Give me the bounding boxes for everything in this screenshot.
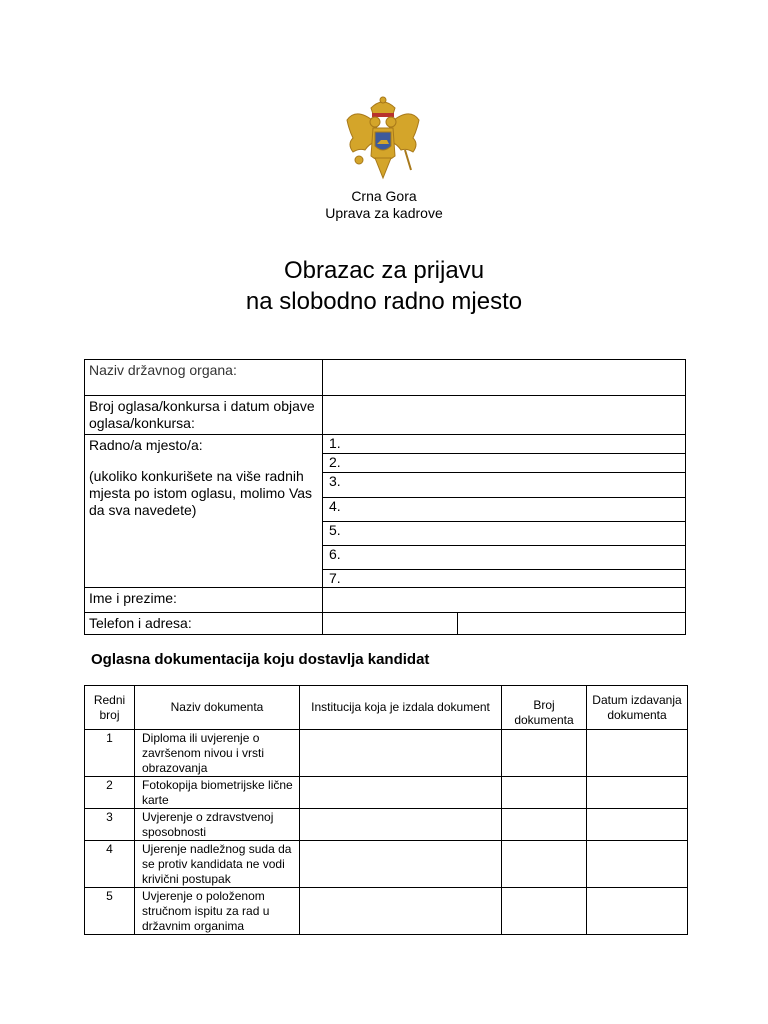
page-title [0,255,768,317]
institucija-field[interactable] [300,809,502,841]
coat-of-arms-icon [343,94,423,186]
position-field-3[interactable]: 3. [323,473,686,498]
broj-field[interactable] [502,809,587,841]
broj-field[interactable] [502,730,587,777]
position-field-5[interactable]: 5. [323,522,686,546]
row-number: 3 [85,809,135,841]
table-row [85,777,688,809]
header-institucija: Institucija koja je izdala dokument [300,686,502,730]
position-field-1[interactable]: 1. [323,435,686,454]
header-redni-broj: Redni broj [85,686,135,730]
agency-name: Uprava za kadrove [325,205,443,221]
broj-field[interactable] [502,888,587,935]
position-field-6[interactable]: 6. [323,546,686,570]
document-name: Uvjerenje o položenom stručnom ispitu za rad u državnim organima [135,888,300,935]
header-datum: Datum izdavanja dokumenta [587,686,688,730]
position-field-2[interactable]: 2. [323,454,686,473]
table-row [85,730,688,777]
table-row [85,888,688,935]
application-form-table [84,359,686,635]
organ-field[interactable] [323,360,686,396]
datum-field[interactable] [587,730,688,777]
document-name: Diploma ili uvjerenje o završenom nivou i vrsti obrazovanja [135,730,300,777]
position-field-7[interactable]: 7. [323,570,686,588]
table-row [85,809,688,841]
row-number: 5 [85,888,135,935]
institucija-field[interactable] [300,777,502,809]
documents-table [84,685,688,935]
telefon-field[interactable] [323,613,458,635]
institucija-field[interactable] [300,841,502,888]
header-broj: Broj dokumenta [502,686,587,730]
organ-label: Naziv državnog organa: [85,360,323,396]
datum-field[interactable] [587,841,688,888]
docs-section-heading: Oglasna dokumentacija koju dostavlja kandidat [91,651,430,668]
ime-label: Ime i prezime: [85,588,323,613]
document-name: Ujerenje nadležnog suda da se protiv kandidata ne vodi krivični postupak [135,841,300,888]
radno-mjesto-cell [85,435,323,588]
datum-field[interactable] [587,809,688,841]
row-number: 1 [85,730,135,777]
document-name: Fotokopija biometrijske lične karte [135,777,300,809]
header-naziv: Naziv dokumenta [135,686,300,730]
title-line-2: na slobodno radno mjesto [245,288,523,315]
telefon-label: Telefon i adresa: [85,613,323,635]
institucija-field[interactable] [300,730,502,777]
ime-field[interactable] [323,588,686,613]
country-name: Crna Gora [351,188,417,204]
broj-field[interactable] [502,777,587,809]
row-number: 2 [85,777,135,809]
document-name: Uvjerenje o zdravstvenoj sposobnosti [135,809,300,841]
table-row [85,841,688,888]
position-field-4[interactable]: 4. [323,498,686,522]
radno-mjesto-note: (ukoliko konkurišete na više radnih mjesta po istom oglasu, molimo Vas da sva navedete) [89,468,313,518]
datum-field[interactable] [587,777,688,809]
title-line-1: Obrazac za prijavu [283,257,485,284]
datum-field[interactable] [587,888,688,935]
institucija-field[interactable] [300,888,502,935]
broj-field[interactable] [502,841,587,888]
oglas-field[interactable] [323,396,686,435]
oglas-label: Broj oglasa/konkursa i datum objave oglasa/konkursa: [85,396,323,435]
adresa-field[interactable] [458,613,686,635]
row-number: 4 [85,841,135,888]
radno-mjesto-label: Radno/a mjesto/a: [89,437,203,453]
